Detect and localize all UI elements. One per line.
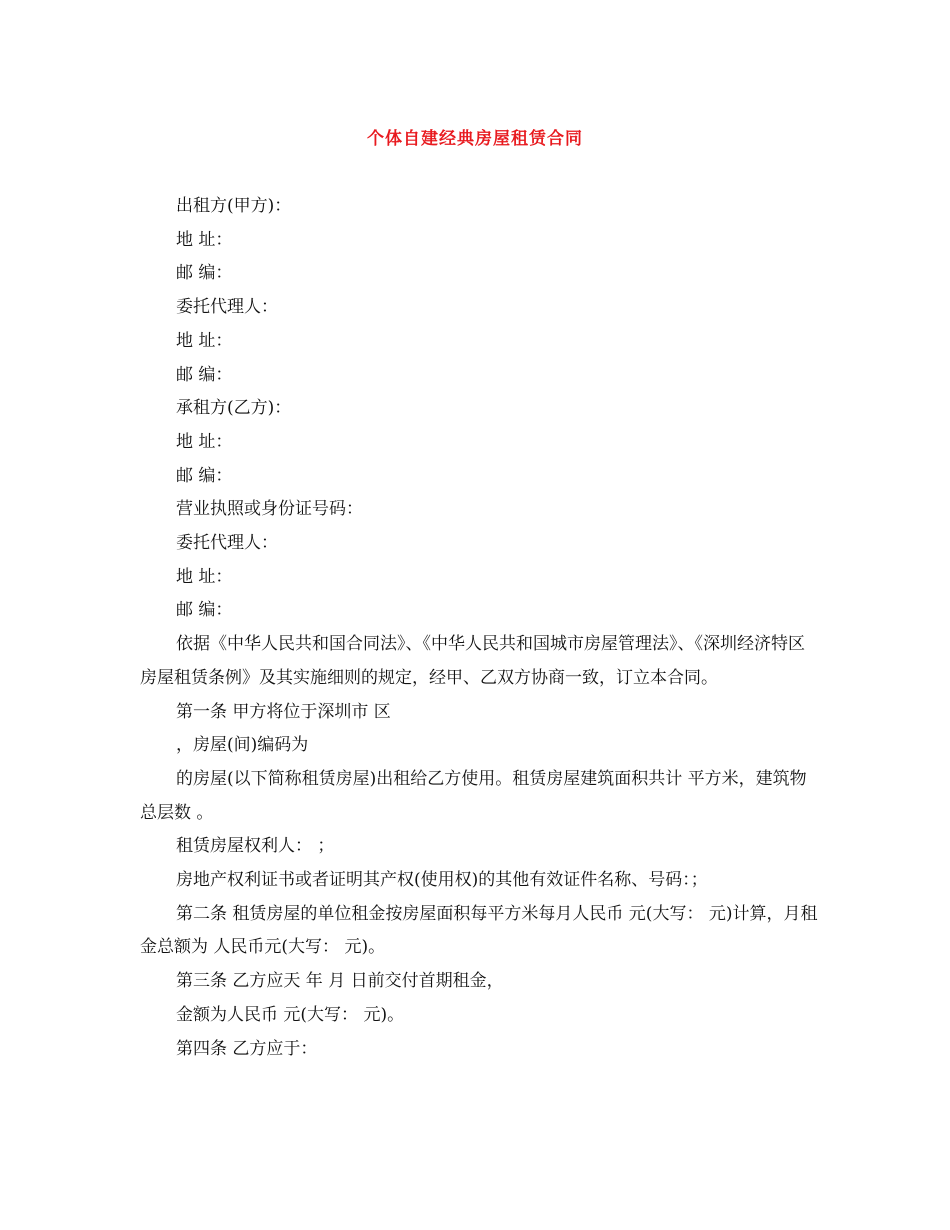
- paragraph-lessee-postcode: 邮 编：: [176, 465, 233, 486]
- paragraph-lessor-address: 地 址：: [176, 229, 233, 250]
- paragraph-article-4: 第四条 乙方应于：: [176, 1038, 318, 1059]
- document-title: 个体自建经典房屋租赁合同: [367, 129, 583, 149]
- paragraph-lessee-agent-postcode: 邮 编：: [176, 600, 233, 621]
- paragraph-article-3: 第三条 乙方应天 年 月 日前交付首期租金，: [176, 971, 504, 992]
- document-body: [140, 190, 820, 1066]
- paragraph-article-1-code: ，房屋(间)编码为: [176, 735, 309, 756]
- paragraph-article-2: 第二条 租赁房屋的单位租金按房屋面积每平方米每月人民币 元(大写： 元)计算，月租金总额为 人民币元(大写： 元)。: [140, 903, 818, 958]
- paragraph-lessor: 出租方(甲方)：: [176, 196, 292, 216]
- paragraph-lessor-agent-address: 地 址：: [176, 330, 233, 351]
- paragraph-lessor-agent-postcode: 邮 编：: [176, 364, 233, 385]
- paragraph-legal-basis: 依据《中华人民共和国合同法》、《中华人民共和国城市房屋管理法》、《深圳经济特区房屋租赁条例》及其实施细则的规定，经甲、乙双方协商一致，订立本合同。: [140, 634, 805, 688]
- paragraph-lessee-agent-address: 地 址：: [176, 566, 233, 587]
- paragraph-lessee-agent: 委托代理人：: [176, 533, 278, 554]
- paragraph-rights-holder: 租赁房屋权利人： ；: [176, 836, 335, 857]
- paragraph-lessor-agent: 委托代理人：: [176, 297, 278, 318]
- paragraph-article-1-area: 的房屋(以下简称租赁房屋)出租给乙方使用。租赁房屋建筑面积共计 平方米，建筑物总层数 。: [140, 768, 807, 823]
- paragraph-lessee-address: 地 址：: [176, 431, 233, 452]
- paragraph-article-1: 第一条 甲方将位于深圳市 区: [176, 701, 391, 722]
- paragraph-lessee-id: 营业执照或身份证号码：: [176, 499, 363, 520]
- paragraph-certificate: 房地产权利证书或者证明其产权(使用权)的其他有效证件名称、号码：；: [176, 870, 708, 891]
- paragraph-lessee: 承租方(乙方)：: [176, 398, 292, 419]
- paragraph-lessor-postcode: 邮 编：: [176, 263, 233, 284]
- paragraph-article-3-amount: 金额为人民币 元(大写： 元)。: [176, 1004, 405, 1025]
